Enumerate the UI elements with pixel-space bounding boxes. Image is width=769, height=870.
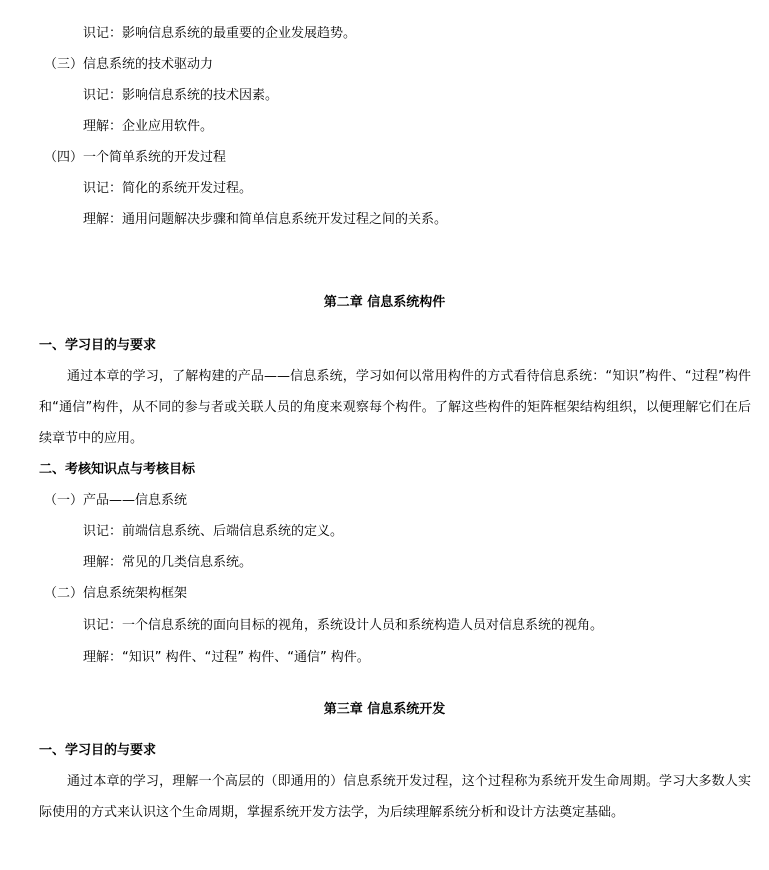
chapter-title: 第三章 信息系统开发 xyxy=(323,702,446,717)
text-line: 识记：影响信息系统的最重要的企业发展趋势。 xyxy=(83,26,357,41)
heading: 一、学习目的与要求 xyxy=(39,743,157,758)
chapter-title: 第二章 信息系统构件 xyxy=(323,295,446,310)
text-line: 识记：简化的系统开发过程。 xyxy=(83,181,253,196)
paragraph: 通过本章的学习，了解构建的产品——信息系统，学习如何以常用构件的方式看待信息系统：“知识”构件、“过程”构件和“通信”构件，从不同的参与者或关联人员的角度来观察每个构件。了解这些构件的矩阵框架结构组织，以便理解它们在后续章节中的应用。 xyxy=(39,369,751,446)
heading: 二、考核知识点与考核目标 xyxy=(39,462,196,477)
text-line: 识记：影响信息系统的技术因素。 xyxy=(83,88,279,103)
section-heading: （四）一个简单系统的开发过程 xyxy=(44,150,227,165)
text-line: 识记：一个信息系统的面向目标的视角，系统设计人员和系统构造人员对信息系统的视角。 xyxy=(83,618,604,633)
text-line: 识记：前端信息系统、后端信息系统的定义。 xyxy=(83,524,344,539)
paragraph: 通过本章的学习，理解一个高层的（即通用的）信息系统开发过程，这个过程称为系统开发生命周期。学习大多数人实际使用的方式来认识这个生命周期，掌握系统开发方法学，为后续理解系统分析和设计方法奠定基础。 xyxy=(39,774,751,820)
text-line: 理解：“知识” 构件、“过程” 构件、“通信” 构件。 xyxy=(83,650,370,665)
text-line: 理解：常见的几类信息系统。 xyxy=(83,555,253,570)
section-heading: （三）信息系统的技术驱动力 xyxy=(44,57,214,72)
section-heading: （一）产品——信息系统 xyxy=(44,493,188,508)
text-line: 理解：通用问题解决步骤和简单信息系统开发过程之间的关系。 xyxy=(83,212,448,227)
section-heading: （二）信息系统架构框架 xyxy=(44,586,188,601)
heading: 一、学习目的与要求 xyxy=(39,338,157,353)
text-line: 理解：企业应用软件。 xyxy=(83,119,214,134)
